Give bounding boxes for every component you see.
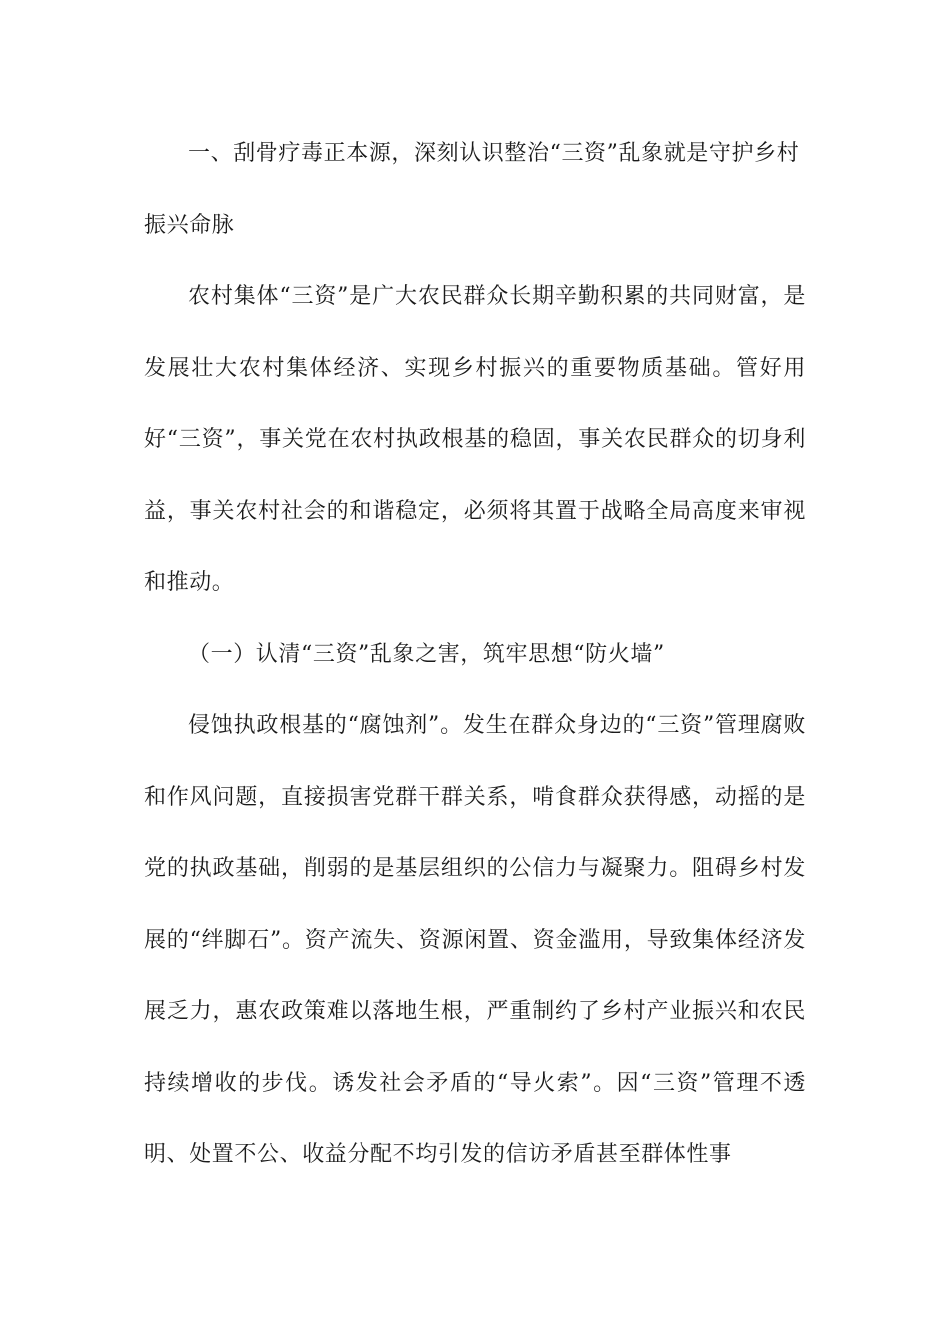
body-paragraph-1: 农村集体“三资”是广大农民群众长期辛勤积累的共同财富，是发展壮大农村集体经济、实现乡村振兴的重要物质基础。管好用好“三资”，事关党在农村执政根基的稳固，事关农民群众的切身利益，事关农村社会的和谐稳定，必须将其置于战略全局高度来审视和推动。	[144, 284, 806, 595]
section-heading: 一、刮骨疗毒正本源，深刻认识整治“三资”乱象就是守护乡村振兴命脉	[144, 141, 800, 238]
document-body	[144, 118, 806, 1191]
subsection-heading: （一）认清“三资”乱象之害，筑牢思想“防火墙”	[188, 641, 665, 667]
body-paragraph-2: 侵蚀执政根基的“腐蚀剂”。发生在群众身边的“三资”管理腐败和作风问题，直接损害党群干群关系，啃食群众获得感，动摇的是党的执政基础，削弱的是基层组织的公信力与凝聚力。阻碍乡村发展的“绊脚石”。资产流失、资源闲置、资金滥用，导致集体经济发展乏力，惠农政策难以落地生根，严重制约了乡村产业振兴和农民持续增收的步伐。诱发社会矛盾的“导火索”。因“三资”管理不透明、处置不公、收益分配不均引发的信访矛盾甚至群体性事	[144, 713, 806, 1167]
